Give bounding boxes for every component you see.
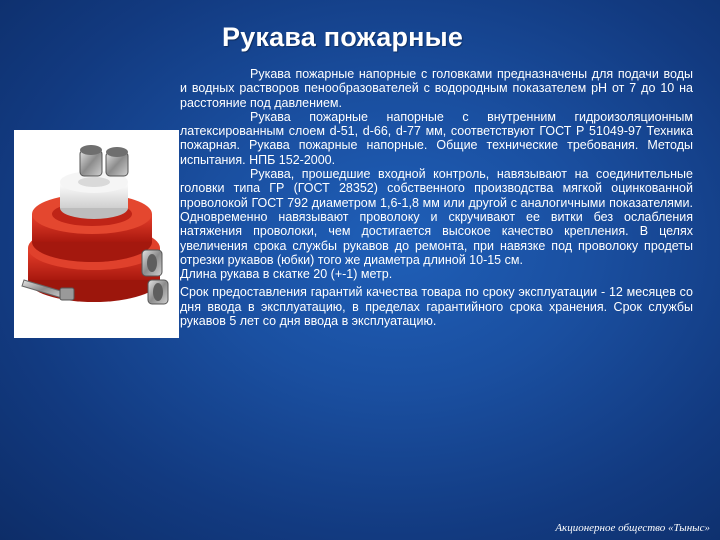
fire-hose-illustration — [14, 130, 179, 338]
fire-hose-photo — [14, 130, 179, 338]
body-text — [180, 67, 693, 328]
paragraph-standards: Рукава пожарные напорные с внутренним гидроизоляционным латексированным слоем d-51, d-66, d-77 мм, соответствуют ГОСТ Р 51049-97 Техника пожарная. Рукава пожарные напорные. Общие технические требования. Методы испытания. НПБ 152-2000. — [180, 109, 693, 167]
paragraph-length: Длина рукава в скатке 20 (+-1) метр. — [180, 267, 393, 282]
slide-title: Рукава пожарные — [222, 22, 464, 52]
company-footer: Акционерное общество «Тыныс» — [555, 522, 710, 534]
paragraph-assembly: Рукава, прошедшие входной контроль, навязывают на соединительные головки типа ГР (ГОСТ 28352) собственного производства мягкой оцинкованной проволокой ГОСТ 792 диаметром 1,6-1,8 мм или другой с аналогичными показателями. Одновременно навязывают проволоку и скручивают ее витки без ослабления натяжения проволоки, чем достигается высокое качество крепления. В целях увеличения срока службы рукавов до ремонта, при навязке под проволоку продеты отрезки рукавов (юбки) того же диаметра длиной 10-15 см. — [180, 167, 693, 267]
paragraph-warranty: Срок предоставления гарантий качества товара по сроку эксплуатации - 12 месяцев со дня ввода в эксплуатацию, в пределах гарантийного срока хранения. Срок службы рукавов 5 лет со дня ввода в эксплуатацию. — [180, 285, 693, 329]
paragraph-purpose: Рукава пожарные напорные с головками предназначены для подачи воды и водных растворов пенообразователей с водородным показателем pH от 7 до 10 на расстояние под давлением. — [180, 67, 693, 110]
